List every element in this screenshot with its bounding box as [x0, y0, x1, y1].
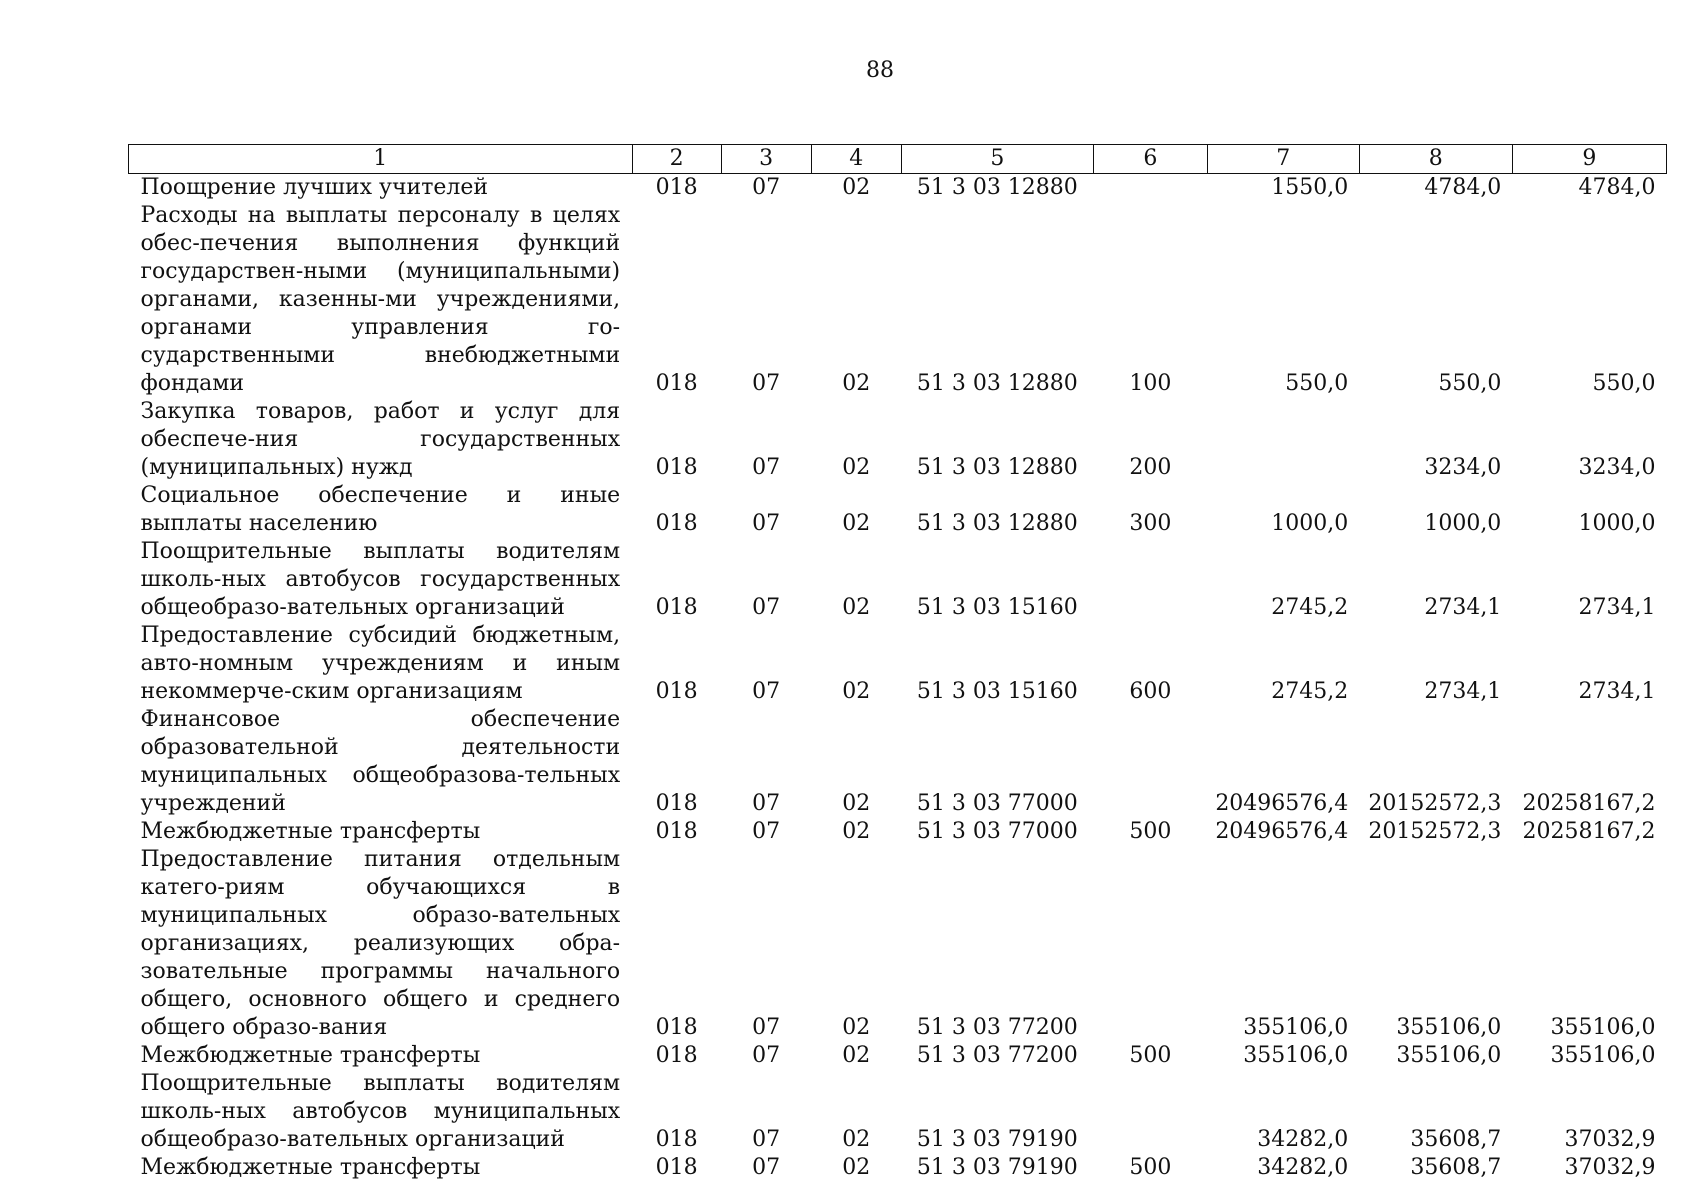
cell-amount-8: 550,0 [1438, 371, 1502, 396]
cell-section: 07 [752, 1127, 781, 1152]
column-header: 4 [811, 145, 901, 174]
cell-target-article: 51 3 03 77000 [916, 791, 1078, 816]
row-name: Финансовое обеспечение образовательной деятельности муниципальных общеобразова-тельных учреждений [140, 707, 621, 816]
table-row [129, 1154, 1667, 1182]
cell-amount-7 [1207, 398, 1359, 482]
cell-amount-7: 34282,0 [1257, 1155, 1349, 1180]
row-name: Поощрительные выплаты водителям школь-ных автобусов муниципальных общеобразо-вательных организаций [140, 1071, 621, 1152]
cell-target-article: 51 3 03 79190 [916, 1127, 1078, 1152]
cell-section: 07 [752, 1015, 781, 1040]
cell-section: 07 [752, 455, 781, 480]
cell-amount-7: 2745,2 [1271, 679, 1349, 704]
cell-expense-type [1093, 538, 1207, 622]
column-header: 8 [1359, 145, 1512, 174]
cell-section: 07 [752, 511, 781, 536]
cell-amount-8: 3234,0 [1424, 455, 1502, 480]
cell-ministry-code: 018 [655, 371, 698, 396]
column-header: 1 [129, 145, 633, 174]
row-name: Социальное обеспечение и иные выплаты населению [140, 483, 621, 536]
cell-amount-7: 550,0 [1285, 371, 1349, 396]
cell-target-article: 51 3 03 15160 [916, 595, 1078, 620]
cell-ministry-code: 018 [655, 455, 698, 480]
row-name: Поощрение лучших учителей [140, 175, 489, 200]
cell-subsection: 02 [842, 175, 871, 200]
cell-amount-8: 355106,0 [1396, 1043, 1502, 1068]
cell-amount-7: 20496576,4 [1215, 791, 1349, 816]
cell-ministry-code: 018 [655, 511, 698, 536]
cell-amount-7: 355106,0 [1243, 1015, 1349, 1040]
row-name: Предоставление питания отдельным катего-риям обучающихся в муниципальных образо-вательных организациях, реализующих обра-зовательные программы начального общего, основного общего и среднего общего образо-вания [140, 847, 621, 1040]
cell-ministry-code: 018 [655, 1015, 698, 1040]
cell-amount-9: 1000,0 [1578, 511, 1656, 536]
column-header: 6 [1093, 145, 1207, 174]
cell-amount-9: 3234,0 [1578, 455, 1656, 480]
cell-subsection: 02 [842, 595, 871, 620]
row-name: Закупка товаров, работ и услуг для обеспече-ния государственных (муниципальных) нужд [140, 399, 621, 480]
cell-amount-8: 35608,7 [1410, 1155, 1502, 1180]
cell-section: 07 [752, 791, 781, 816]
cell-ministry-code: 018 [655, 791, 698, 816]
cell-amount-7: 2745,2 [1271, 595, 1349, 620]
cell-subsection: 02 [842, 1043, 871, 1068]
cell-amount-9: 355106,0 [1550, 1015, 1656, 1040]
cell-section: 07 [752, 1043, 781, 1068]
cell-ministry-code: 018 [655, 819, 698, 844]
cell-amount-9: 550,0 [1592, 371, 1656, 396]
cell-target-article: 51 3 03 79190 [916, 1155, 1078, 1180]
cell-expense-type: 500 [1129, 819, 1172, 844]
cell-amount-8: 2734,1 [1424, 679, 1502, 704]
cell-amount-9: 20258167,2 [1522, 819, 1656, 844]
table-row [129, 846, 1667, 1042]
cell-expense-type [1093, 1070, 1207, 1154]
cell-expense-type [1093, 706, 1207, 818]
table-row [129, 1070, 1667, 1154]
table-row [129, 706, 1667, 818]
header-row [129, 145, 1667, 174]
page-number: 88 [866, 58, 894, 83]
table-row [129, 482, 1667, 538]
cell-subsection: 02 [842, 455, 871, 480]
cell-ministry-code: 018 [655, 1043, 698, 1068]
cell-subsection: 02 [842, 1155, 871, 1180]
cell-amount-8: 35608,7 [1410, 1127, 1502, 1152]
cell-target-article: 51 3 03 15160 [916, 679, 1078, 704]
table-row [129, 398, 1667, 482]
cell-subsection: 02 [842, 1015, 871, 1040]
row-name: Поощрительные выплаты водителям школь-ных автобусов государственных общеобразо-вательных организаций [140, 539, 621, 620]
cell-amount-9: 4784,0 [1578, 175, 1656, 200]
cell-expense-type: 300 [1129, 511, 1172, 536]
row-name: Расходы на выплаты персоналу в целях обес-печения выполнения функций государствен-ными (муниципальными) органами, казенны-ми учреждениями, органами управления го-сударственными внебюджетными фондами [140, 203, 621, 396]
cell-amount-9: 2734,1 [1578, 679, 1656, 704]
table-row [129, 202, 1667, 398]
cell-ministry-code: 018 [655, 595, 698, 620]
cell-amount-8: 4784,0 [1424, 175, 1502, 200]
cell-expense-type: 500 [1129, 1155, 1172, 1180]
cell-section: 07 [752, 371, 781, 396]
cell-expense-type [1093, 174, 1207, 203]
cell-ministry-code: 018 [655, 679, 698, 704]
cell-section: 07 [752, 819, 781, 844]
column-header: 2 [632, 145, 721, 174]
cell-section: 07 [752, 595, 781, 620]
table-row [129, 1042, 1667, 1070]
cell-expense-type: 100 [1129, 371, 1172, 396]
cell-amount-8: 355106,0 [1396, 1015, 1502, 1040]
cell-amount-7: 20496576,4 [1215, 819, 1349, 844]
cell-amount-9: 37032,9 [1564, 1127, 1656, 1152]
table-row [129, 538, 1667, 622]
cell-target-article: 51 3 03 12880 [916, 175, 1078, 200]
column-header: 7 [1207, 145, 1359, 174]
cell-section: 07 [752, 175, 781, 200]
cell-ministry-code: 018 [655, 1127, 698, 1152]
row-name: Межбюджетные трансферты [140, 1043, 481, 1068]
cell-ministry-code: 018 [655, 175, 698, 200]
cell-amount-7: 34282,0 [1257, 1127, 1349, 1152]
cell-expense-type [1093, 846, 1207, 1042]
cell-amount-7: 1550,0 [1271, 175, 1349, 200]
cell-target-article: 51 3 03 77200 [916, 1015, 1078, 1040]
cell-subsection: 02 [842, 791, 871, 816]
cell-amount-8: 20152572,3 [1368, 791, 1502, 816]
cell-subsection: 02 [842, 1127, 871, 1152]
cell-ministry-code: 018 [655, 1155, 698, 1180]
cell-expense-type: 200 [1129, 455, 1172, 480]
table-row [129, 622, 1667, 706]
column-header: 5 [901, 145, 1093, 174]
column-header: 9 [1512, 145, 1666, 174]
cell-amount-8: 2734,1 [1424, 595, 1502, 620]
cell-amount-7: 355106,0 [1243, 1043, 1349, 1068]
budget-table [128, 144, 1667, 1182]
cell-target-article: 51 3 03 77200 [916, 1043, 1078, 1068]
cell-target-article: 51 3 03 12880 [916, 511, 1078, 536]
table-row [129, 174, 1667, 203]
cell-expense-type: 600 [1129, 679, 1172, 704]
row-name: Предоставление субсидий бюджетным, авто-номным учреждениям и иным некоммерче-ским организациям [140, 623, 621, 704]
row-name: Межбюджетные трансферты [140, 1155, 481, 1180]
cell-amount-9: 355106,0 [1550, 1043, 1656, 1068]
cell-amount-9: 37032,9 [1564, 1155, 1656, 1180]
cell-subsection: 02 [842, 511, 871, 536]
cell-subsection: 02 [842, 679, 871, 704]
cell-amount-7: 1000,0 [1271, 511, 1349, 536]
cell-amount-8: 20152572,3 [1368, 819, 1502, 844]
column-header: 3 [721, 145, 811, 174]
cell-subsection: 02 [842, 819, 871, 844]
cell-target-article: 51 3 03 12880 [916, 371, 1078, 396]
cell-subsection: 02 [842, 371, 871, 396]
cell-section: 07 [752, 679, 781, 704]
cell-expense-type: 500 [1129, 1043, 1172, 1068]
cell-section: 07 [752, 1155, 781, 1180]
cell-amount-8: 1000,0 [1424, 511, 1502, 536]
row-name: Межбюджетные трансферты [140, 819, 481, 844]
cell-amount-9: 20258167,2 [1522, 791, 1656, 816]
cell-target-article: 51 3 03 77000 [916, 819, 1078, 844]
cell-amount-9: 2734,1 [1578, 595, 1656, 620]
table-row [129, 818, 1667, 846]
cell-target-article: 51 3 03 12880 [916, 455, 1078, 480]
